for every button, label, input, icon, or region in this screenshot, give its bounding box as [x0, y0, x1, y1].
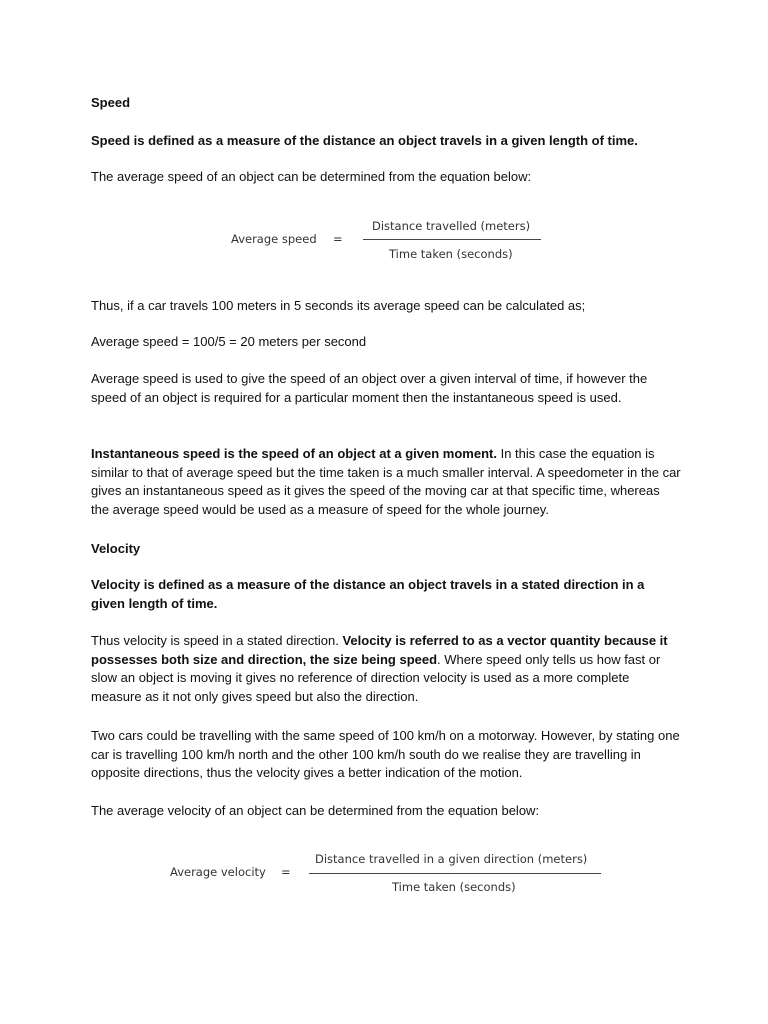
eq1-lhs: Average speed	[231, 232, 317, 246]
speed-definition: Speed is defined as a measure of the distance an object travels in a given length of time.	[91, 133, 638, 148]
two-cars-paragraph: Two cars could be travelling with the same speed of 100 km/h on a motorway. However, by stating one car is travelling 100 km/h north and the other 100 km/h south do we realise they are travelling in opposite directions, thus the velocity gives a better indication of the motion.	[91, 728, 680, 781]
avg-vs-instant-paragraph: Average speed is used to give the speed of an object over a given interval of time, if however the speed of an object is required for a particular moment then the instantaneous speed is used.	[91, 371, 648, 405]
eq1-numerator: Distance travelled (meters)	[372, 219, 531, 233]
avg-velocity-intro: The average velocity of an object can be determined from the equation below:	[91, 803, 540, 818]
velocity-definition: Velocity is defined as a measure of the distance an object travels in a stated direction in a given length of time.	[91, 577, 645, 611]
eq1-fraction-bar	[363, 239, 541, 240]
heading-speed: Speed	[91, 95, 131, 110]
eq2-lhs: Average velocity	[170, 865, 266, 879]
eq2-denominator: Time taken (seconds)	[392, 880, 516, 894]
avg-speed-intro: The average speed of an object can be determined from the equation below:	[91, 169, 532, 184]
instantaneous-speed-paragraph	[91, 445, 681, 519]
average-speed-calculation: Average speed = 100/5 = 20 meters per second	[91, 334, 367, 349]
car-example: Thus, if a car travels 100 meters in 5 seconds its average speed can be calculated as;	[91, 298, 586, 313]
eq2-numerator: Distance travelled in a given direction (meters)	[315, 852, 588, 866]
eq1-denominator: Time taken (seconds)	[389, 247, 513, 261]
velocity-vector-intro: Thus velocity is speed in a stated direction.	[91, 633, 343, 648]
velocity-vector-explanation: . Where speed only tells us how fast or slow an object is moving it gives no reference of direction velocity is used as a more complete measure as it not only gives speed but also the direction.	[91, 651, 661, 704]
eq1-equals: =	[333, 232, 343, 246]
velocity-vector-statement: Velocity is referred to as a vector quantity because it possesses both size and direction, the size being speed	[91, 633, 668, 667]
instantaneous-speed-definition: Instantaneous speed is the speed of an object at a given moment.	[91, 446, 497, 461]
heading-velocity: Velocity	[91, 541, 141, 556]
eq2-equals: =	[281, 865, 291, 879]
eq2-fraction-bar	[309, 873, 601, 874]
velocity-vector-paragraph	[91, 632, 681, 706]
instantaneous-speed-explanation: In this case the equation is similar to that of average speed but the time taken is a much smaller interval. A speedometer in the car gives an instantaneous speed as it gives the speed of the moving car at that specific time, whereas the average speed would be used as a measure of speed for the whole journey.	[91, 446, 681, 517]
